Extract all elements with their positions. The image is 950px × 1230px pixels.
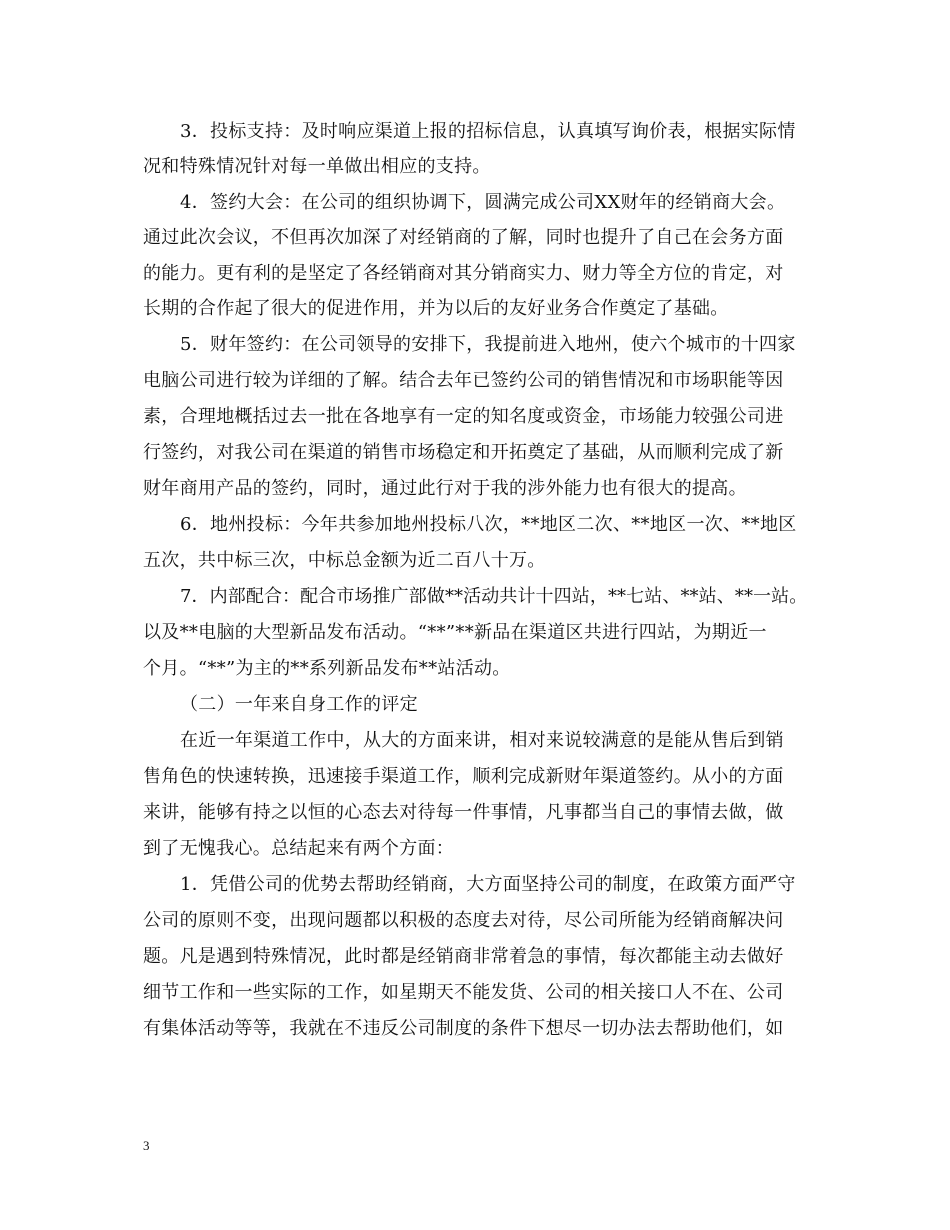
text-line: 电脑公司进行较为详细的了解。结合去年已签约公司的销售情况和市场职能等因 [143,370,784,391]
text-line: 行签约，对我公司在渠道的销售市场稳定和开拓奠定了基础，从而顺利完成了新 [143,442,784,463]
text-line: 6．地州投标：今年共参加地州投标八次，**地区二次、**地区一次、**地区 [180,514,797,535]
text-line: 题。凡是遇到特殊情况，此时都是经销商非常着急的事情，每次都能主动去做好 [143,946,784,967]
text-line: 4．签约大会：在公司的组织协调下，圆满完成公司XX财年的经销商大会。 [180,192,786,213]
text-line: 公司的原则不变，出现问题都以积极的态度去对待，尽公司所能为经销商解决问 [143,910,784,931]
text-line: 长期的合作起了很大的促进作用，并为以后的友好业务合作奠定了基础。 [143,298,729,319]
text-line: 售角色的快速转换，迅速接手渠道工作，顺利完成新财年渠道签约。从小的方面 [143,766,784,787]
text-line: 通过此次会议，不但再次加深了对经销商的了解，同时也提升了自己在会务方面 [143,227,784,248]
text-line: 个月。“**”为主的**系列新品发布**站活动。 [143,658,511,679]
text-line: 有集体活动等等，我就在不违反公司制度的条件下想尽一切办法去帮助他们，如 [143,1018,784,1039]
text-line: 细节工作和一些实际的工作，如星期天不能发货、公司的相关接口人不在、公司 [143,982,784,1003]
text-line: 来讲，能够有持之以恒的心态去对待每一件事情，凡事都当自己的事情去做，做 [143,802,784,823]
text-line: 五次，共中标三次，中标总金额为近二百八十万。 [143,550,546,571]
text-line: 1．凭借公司的优势去帮助经销商，大方面坚持公司的制度，在政策方面严守 [180,874,796,895]
section-heading: （二）一年来自身工作的评定 [180,694,418,715]
text-line: 的能力。更有利的是坚定了各经销商对其分销商实力、财力等全方位的肯定，对 [143,263,784,284]
text-line: 以及**电脑的大型新品发布活动。“**”**新品在渠道区共进行四站，为期近一 [143,622,767,643]
text-line: 素，合理地概括过去一批在各地享有一定的知名度或资金，市场能力较强公司进 [143,406,784,427]
page-number: 3 [143,1138,150,1153]
text-line: 到了无愧我心。总结起来有两个方面： [143,838,455,859]
text-line: 在近一年渠道工作中，从大的方面来讲，相对来说较满意的是能从售后到销 [180,730,784,751]
text-line: 财年商用产品的签约，同时，通过此行对于我的涉外能力也有很大的提高。 [143,478,747,499]
text-line: 5．财年签约：在公司领导的安排下，我提前进入地州，使六个城市的十四家 [180,334,796,355]
text-line: 况和特殊情况针对每一单做出相应的支持。 [143,156,491,177]
text-line: 3．投标支持：及时响应渠道上报的招标信息，认真填写询价表，根据实际情 [180,121,796,142]
text-line: 7．内部配合：配合市场推广部做**活动共计十四站，**七站、**站、**一站。 [180,586,808,607]
